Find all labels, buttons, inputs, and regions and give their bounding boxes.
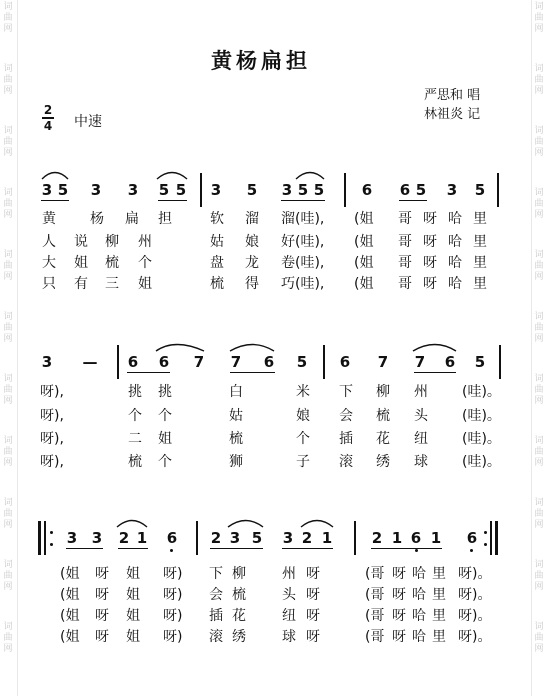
lyric: 呀), xyxy=(40,384,64,400)
lyric: 挑 xyxy=(128,384,142,400)
lyric: 盘 xyxy=(210,255,224,271)
lyric: 呀 xyxy=(392,629,406,645)
lyric: 呀 xyxy=(306,566,320,582)
lyric: (哥 xyxy=(365,608,385,624)
lyric: 州 xyxy=(414,384,428,400)
lyric: 挑 xyxy=(158,384,172,400)
time-signature-bottom: 4 xyxy=(43,118,53,133)
lyric: 狮 xyxy=(229,454,243,470)
watermark-char: 词 xyxy=(534,188,544,198)
lyric: 梳 xyxy=(229,431,243,447)
lyric: 下 xyxy=(209,566,223,582)
lyric: 里 xyxy=(432,566,446,582)
watermark-char: 曲 xyxy=(534,633,544,643)
lyric: 个 xyxy=(128,408,142,424)
note: 1 xyxy=(391,529,403,547)
recorder-credit: 林祖炎 记 xyxy=(424,107,481,122)
watermark-char: 词 xyxy=(3,622,13,632)
time-signature-top: 2 xyxy=(43,103,53,117)
lyric: 呀 xyxy=(392,608,406,624)
lyric: 呀)。 xyxy=(458,587,492,603)
watermark-char: 词 xyxy=(534,312,544,322)
lyric: 龙 xyxy=(245,255,259,271)
lyric: 插 xyxy=(339,431,353,447)
lyric: 呀) xyxy=(163,629,183,645)
lyric: (姐 xyxy=(354,211,374,227)
lyric: 呀 xyxy=(306,587,320,603)
lyric: 呀 xyxy=(95,608,109,624)
watermark-char: 词 xyxy=(534,622,544,632)
lyric: 姐 xyxy=(126,566,140,582)
lyric: 里 xyxy=(432,587,446,603)
note: 7 xyxy=(230,353,242,371)
note: 6 xyxy=(361,181,373,199)
lyric: 姑 xyxy=(210,234,224,250)
lyric: 球 xyxy=(282,629,296,645)
note: 3 xyxy=(41,181,53,199)
lyric: 娘 xyxy=(245,234,259,250)
lyric: 里 xyxy=(473,234,487,250)
lyric: 梳 xyxy=(376,408,390,424)
lyric: 软 xyxy=(210,211,224,227)
watermark-char: 曲 xyxy=(3,261,13,271)
watermark-char: 网 xyxy=(534,644,544,654)
lyric: 呀), xyxy=(40,408,64,424)
lyric: 球 xyxy=(414,454,428,470)
lyric: 呀 xyxy=(306,608,320,624)
note: 5 xyxy=(246,181,258,199)
lyric: 哥 xyxy=(398,276,412,292)
lyric: 溜(哇), xyxy=(281,211,325,227)
note: 5 xyxy=(313,181,325,199)
lyric: 黄 xyxy=(42,211,56,227)
watermark-char: 网 xyxy=(534,148,544,158)
lyric: (哥 xyxy=(365,566,385,582)
lyric: (哇)。 xyxy=(462,454,501,470)
watermark-char: 网 xyxy=(534,210,544,220)
lyric: 呀 xyxy=(95,587,109,603)
watermark-char: 网 xyxy=(534,24,544,34)
slur xyxy=(117,521,147,528)
lyric: 哈 xyxy=(448,234,462,250)
watermark-char: 网 xyxy=(534,458,544,468)
lyric: 哈 xyxy=(412,566,426,582)
lyric: 姐 xyxy=(126,587,140,603)
lyric: 呀) xyxy=(163,566,183,582)
note: 2 xyxy=(301,529,313,547)
watermark-char: 词 xyxy=(3,312,13,322)
lyric: 有 xyxy=(74,276,88,292)
lyric: 巧(哇), xyxy=(281,276,325,292)
lyric: 里 xyxy=(473,211,487,227)
lyric: 绣 xyxy=(232,629,246,645)
lyric: 滚 xyxy=(209,629,223,645)
lyric: 纽 xyxy=(414,431,428,447)
lyric: 大 xyxy=(42,255,56,271)
lyric: 呀)。 xyxy=(458,608,492,624)
lyric: 个 xyxy=(296,431,310,447)
watermark-char: 词 xyxy=(3,560,13,570)
watermark-char: 词 xyxy=(3,126,13,136)
lyric: 州 xyxy=(138,234,152,250)
lyric: 头 xyxy=(282,587,296,603)
lyric: (姐 xyxy=(60,629,80,645)
watermark-char: 网 xyxy=(3,644,13,654)
lyric: 好(哇), xyxy=(281,234,325,250)
lyric: 三 xyxy=(105,276,119,292)
lyric: (姐 xyxy=(60,587,80,603)
slur xyxy=(228,521,263,528)
lyric: 柳 xyxy=(232,566,246,582)
watermark-char: 网 xyxy=(3,520,13,530)
lyric: 呀 xyxy=(423,234,437,250)
lyric: 哈 xyxy=(448,211,462,227)
note: 7 xyxy=(414,353,426,371)
watermark-char: 词 xyxy=(534,126,544,136)
note: 3 xyxy=(127,181,139,199)
lyric: 呀 xyxy=(392,566,406,582)
watermark-char: 曲 xyxy=(534,13,544,23)
lyric: 姐 xyxy=(138,276,152,292)
watermark-char: 曲 xyxy=(534,199,544,209)
lyric: 个 xyxy=(158,454,172,470)
lyric: 下 xyxy=(339,384,353,400)
lyric: 姑 xyxy=(229,408,243,424)
lyric: (姐 xyxy=(60,608,80,624)
watermark-char: 曲 xyxy=(3,323,13,333)
watermark-char: 词 xyxy=(3,374,13,384)
lyric: 姐 xyxy=(126,629,140,645)
note: 3 xyxy=(446,181,458,199)
note: 3 xyxy=(41,353,53,371)
watermark-char: 词 xyxy=(3,436,13,446)
lyric: 杨 xyxy=(90,211,104,227)
watermark-char: 词 xyxy=(3,250,13,260)
note: 3 xyxy=(90,181,102,199)
note: 3 xyxy=(91,529,103,547)
lyric: 纽 xyxy=(282,608,296,624)
lyric: 哈 xyxy=(412,629,426,645)
watermark-char: 网 xyxy=(3,148,13,158)
note: 2 xyxy=(118,529,130,547)
watermark-char: 网 xyxy=(534,520,544,530)
watermark-char: 曲 xyxy=(3,385,13,395)
watermark-char: 曲 xyxy=(3,571,13,581)
watermark-char: 网 xyxy=(3,210,13,220)
lyric: 里 xyxy=(473,255,487,271)
watermark-char: 词 xyxy=(534,64,544,74)
watermark-char: 曲 xyxy=(534,137,544,147)
lyric: 姐 xyxy=(74,255,88,271)
note: 5 xyxy=(474,181,486,199)
lyric: (姐 xyxy=(354,234,374,250)
lyric: (哥 xyxy=(365,629,385,645)
lyric: 哥 xyxy=(398,211,412,227)
lyric: 梳 xyxy=(210,276,224,292)
slur xyxy=(296,173,324,180)
note: 6 xyxy=(263,353,275,371)
lyric: 梳 xyxy=(128,454,142,470)
lyric: 呀)。 xyxy=(458,566,492,582)
note: 5 xyxy=(251,529,263,547)
lyric: 呀 xyxy=(306,629,320,645)
watermark-char: 曲 xyxy=(3,137,13,147)
note: 5 xyxy=(57,181,69,199)
dash-note: — xyxy=(82,353,98,371)
note: 3 xyxy=(210,181,222,199)
lyric: 滚 xyxy=(339,454,353,470)
note: 3 xyxy=(66,529,78,547)
note: 6 xyxy=(444,353,456,371)
lyric: 担 xyxy=(158,211,172,227)
lyric: 呀 xyxy=(423,276,437,292)
lyric: 娘 xyxy=(296,408,310,424)
song-title: 黄杨扁担 xyxy=(211,49,311,73)
lyric: 呀)。 xyxy=(458,629,492,645)
lyric: 柳 xyxy=(376,384,390,400)
tempo-marking: 中速 xyxy=(74,114,102,130)
lyric: 呀) xyxy=(163,608,183,624)
lyric: 梳 xyxy=(232,587,246,603)
lyric: 得 xyxy=(245,276,259,292)
lyric: 哈 xyxy=(448,255,462,271)
lyric: 呀 xyxy=(95,629,109,645)
lyric: 呀 xyxy=(423,211,437,227)
lyric: 花 xyxy=(376,431,390,447)
watermark-char: 曲 xyxy=(3,447,13,457)
watermark-char: 网 xyxy=(534,334,544,344)
note: 3 xyxy=(229,529,241,547)
lyric: 会 xyxy=(209,587,223,603)
note: 6 xyxy=(410,529,422,547)
watermark-char: 网 xyxy=(3,272,13,282)
lyric: 呀 xyxy=(95,566,109,582)
note: 6 xyxy=(158,353,170,371)
watermark-char: 网 xyxy=(534,396,544,406)
watermark-char: 网 xyxy=(3,86,13,96)
lyric: 呀), xyxy=(40,431,64,447)
note: 7 xyxy=(193,353,205,371)
note: 6 xyxy=(466,529,478,547)
watermark-char: 曲 xyxy=(534,261,544,271)
watermark-char: 网 xyxy=(3,24,13,34)
watermark-char: 曲 xyxy=(534,447,544,457)
watermark-char: 网 xyxy=(3,582,13,592)
watermark-char: 网 xyxy=(534,86,544,96)
lyric: 里 xyxy=(432,629,446,645)
lyric: 呀 xyxy=(392,587,406,603)
note: 6 xyxy=(399,181,411,199)
slur xyxy=(157,173,187,180)
watermark-char: 词 xyxy=(534,436,544,446)
slur xyxy=(230,345,274,352)
watermark-char: 曲 xyxy=(534,385,544,395)
watermark-char: 曲 xyxy=(534,323,544,333)
watermark-char: 词 xyxy=(534,374,544,384)
watermark-char: 曲 xyxy=(3,75,13,85)
watermark-char: 词 xyxy=(534,250,544,260)
note: 1 xyxy=(136,529,148,547)
lyric: (哇)。 xyxy=(462,384,501,400)
note: 2 xyxy=(210,529,222,547)
note: 6 xyxy=(339,353,351,371)
lyric: 梳 xyxy=(105,255,119,271)
watermark-char: 曲 xyxy=(534,75,544,85)
lyric: 只 xyxy=(42,276,56,292)
watermark-char: 词 xyxy=(3,2,13,12)
note: 5 xyxy=(296,353,308,371)
lyric: 哈 xyxy=(448,276,462,292)
watermark-char: 词 xyxy=(534,560,544,570)
lyric: 个 xyxy=(138,255,152,271)
lyric: 溜 xyxy=(245,211,259,227)
note: 7 xyxy=(377,353,389,371)
lyric: 里 xyxy=(432,608,446,624)
lyric: 个 xyxy=(158,408,172,424)
slur xyxy=(156,345,204,352)
lyric: 州 xyxy=(282,566,296,582)
watermark-char: 网 xyxy=(534,272,544,282)
watermark-char: 网 xyxy=(534,582,544,592)
slur xyxy=(301,521,333,528)
note: 2 xyxy=(371,529,383,547)
watermark-char: 曲 xyxy=(3,509,13,519)
lyric: 头 xyxy=(414,408,428,424)
lyric: 白 xyxy=(229,384,243,400)
watermark-char: 词 xyxy=(3,188,13,198)
watermark-char: 词 xyxy=(3,498,13,508)
note: 5 xyxy=(175,181,187,199)
lyric: 呀), xyxy=(40,454,64,470)
lyric: 柳 xyxy=(105,234,119,250)
slur xyxy=(42,173,68,180)
watermark-char: 词 xyxy=(3,64,13,74)
lyric: 哈 xyxy=(412,608,426,624)
lyric: (哥 xyxy=(365,587,385,603)
note: 5 xyxy=(415,181,427,199)
watermark-char: 词 xyxy=(534,498,544,508)
note: 3 xyxy=(281,181,293,199)
note: 3 xyxy=(282,529,294,547)
lyric: 哈 xyxy=(412,587,426,603)
lyric: (哇)。 xyxy=(462,408,501,424)
lyric: 里 xyxy=(473,276,487,292)
watermark-char: 曲 xyxy=(3,13,13,23)
lyric: 人 xyxy=(42,234,56,250)
watermark-char: 网 xyxy=(3,458,13,468)
lyric: (姐 xyxy=(354,255,374,271)
watermark-char: 曲 xyxy=(534,509,544,519)
lyric: (姐 xyxy=(354,276,374,292)
lyric: 插 xyxy=(209,608,223,624)
lyric: 呀 xyxy=(423,255,437,271)
slur xyxy=(413,345,456,352)
singer-credit: 严思和 唱 xyxy=(424,88,481,103)
lyric: 花 xyxy=(232,608,246,624)
lyric: 绣 xyxy=(376,454,390,470)
lyric: 会 xyxy=(339,408,353,424)
lyric: (哇)。 xyxy=(462,431,501,447)
note: 1 xyxy=(321,529,333,547)
watermark-char: 词 xyxy=(534,2,544,12)
lyric: 呀) xyxy=(163,587,183,603)
note: 5 xyxy=(158,181,170,199)
lyric: 卷(哇), xyxy=(281,255,325,271)
lyric: 扁 xyxy=(125,211,139,227)
lyric: 二 xyxy=(128,431,142,447)
note: 1 xyxy=(430,529,442,547)
watermark-char: 曲 xyxy=(3,633,13,643)
lyric: (姐 xyxy=(60,566,80,582)
watermark-char: 曲 xyxy=(534,571,544,581)
note: 5 xyxy=(474,353,486,371)
watermark-char: 网 xyxy=(3,396,13,406)
lyric: 说 xyxy=(74,234,88,250)
lyric: 姐 xyxy=(126,608,140,624)
watermark-char: 网 xyxy=(3,334,13,344)
note: 6 xyxy=(166,529,178,547)
watermark-char: 曲 xyxy=(3,199,13,209)
lyric: 米 xyxy=(296,384,310,400)
note: 6 xyxy=(127,353,139,371)
note: 5 xyxy=(297,181,309,199)
lyric: 哥 xyxy=(398,255,412,271)
lyric: 姐 xyxy=(158,431,172,447)
lyric: 子 xyxy=(296,454,310,470)
lyric: 哥 xyxy=(398,234,412,250)
